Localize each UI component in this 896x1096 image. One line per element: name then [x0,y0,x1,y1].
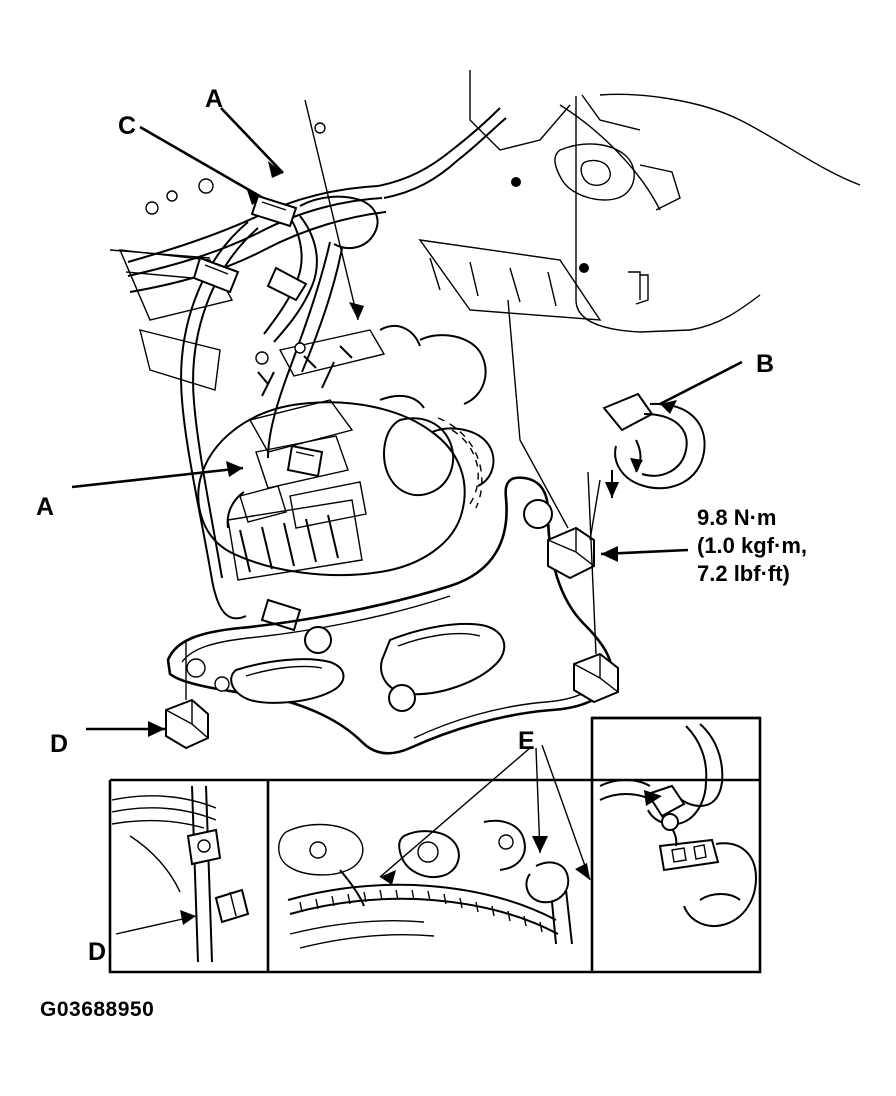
inset-center-art [279,821,572,948]
inset-right-art [600,724,756,926]
callout-a-top: A [205,85,224,113]
callout-e: E [518,727,535,755]
callout-b: B [756,350,775,378]
callout-c: C [118,112,137,140]
torque-spec-line-1: 9.8 N·m [697,505,777,530]
torque-spec-line-3: 7.2 lbf·ft) [697,561,790,586]
callout-a-left: A [36,493,55,521]
inset-left-art [112,786,248,962]
wire-harness [128,108,506,618]
bolt-holes [146,123,589,364]
figure-id-label: G03688950 [40,998,155,1021]
torque-spec-line-2: (1.0 kgf·m, [697,533,808,558]
hose-clamp-detail-b [604,394,705,498]
callout-d-inset: D [88,938,107,966]
engine-assembly [198,326,493,580]
callout-d-main: D [50,730,69,758]
